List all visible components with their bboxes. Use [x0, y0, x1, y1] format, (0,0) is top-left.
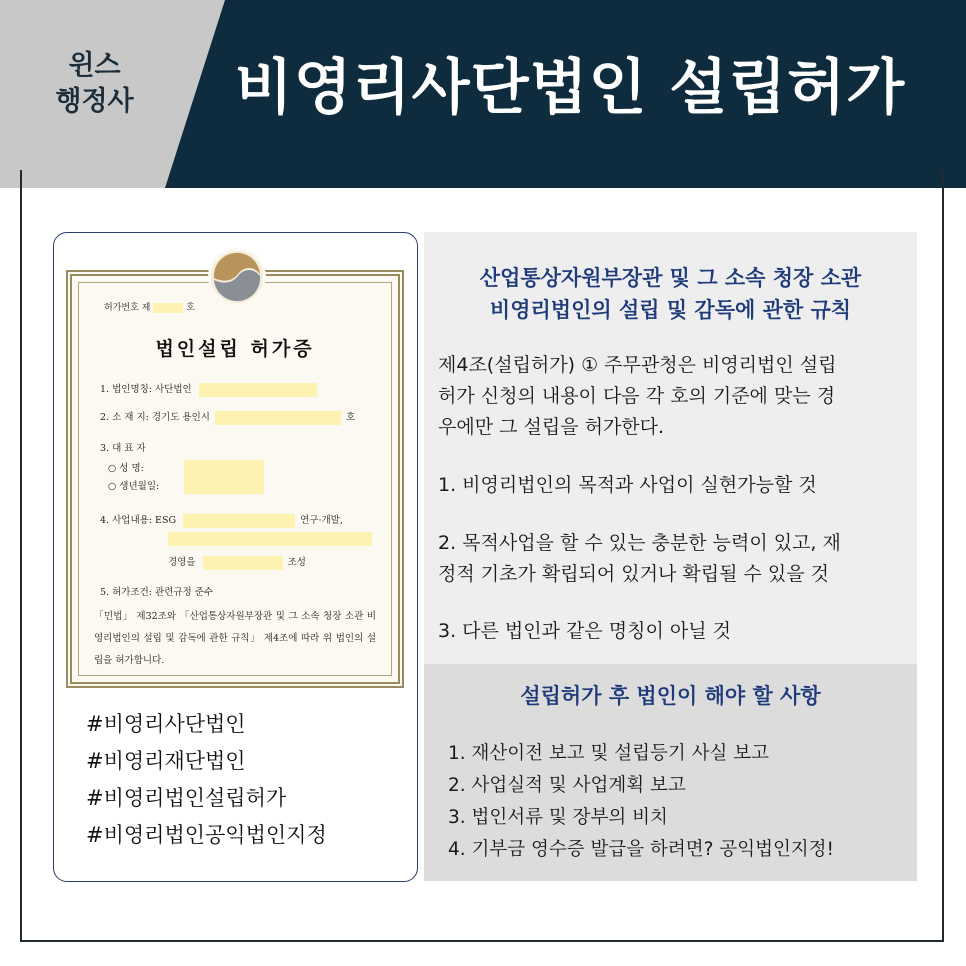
- criterion-1: 1. 비영리법인의 목적과 사업이 실현가능할 것: [438, 474, 817, 496]
- cert-business-blank-3: [203, 556, 283, 570]
- cert-rep-name: [108, 460, 144, 474]
- brand-line2: 행정사: [55, 86, 134, 117]
- government-emblem-icon: [208, 248, 266, 306]
- hashtag: #비영리사단법인: [86, 712, 246, 736]
- list-item: 1. 재산이전 보고 및 설립등기 사실 보고: [448, 743, 770, 764]
- certificate-title: 법인설립 허가증: [155, 338, 315, 360]
- list-item: 4. 기부금 영수증 발급을 하려면? 공익법인지정!: [448, 839, 834, 860]
- regulation-panel: [424, 232, 917, 664]
- cert-item-address: [100, 409, 355, 425]
- brand-line1: 윈스: [68, 50, 121, 81]
- cert-item-condition: 5. 허가조건: 관련규정 준수: [100, 587, 214, 598]
- page-title: 비영리사단법인 설립허가: [234, 53, 906, 123]
- cert-item-address-suffix: 호: [346, 412, 356, 423]
- article-line2: 허가 신청의 내용이 다음 각 호의 기준에 맞는 경: [438, 385, 836, 407]
- cert-rep-birth: [108, 478, 159, 492]
- cert-address-blank: [215, 411, 341, 425]
- permit-number-suffix: 호: [186, 303, 195, 313]
- regulation-heading: [424, 262, 917, 326]
- criterion-2-line1: 2. 목적사업을 할 수 있는 충분한 능력이 있고, 재: [438, 532, 841, 554]
- cert-business-line3: [168, 554, 306, 570]
- hashtag: #비영리재단법인: [86, 749, 246, 773]
- hashtag: #비영리법인공익법인지정: [86, 823, 327, 847]
- cert-name-blank: [199, 383, 317, 397]
- after-permit-heading: 설립허가 후 법인이 해야 할 사항: [520, 684, 821, 708]
- certificate-document: [66, 270, 404, 688]
- cert-item-representative: 3. 대 표 자: [100, 443, 146, 454]
- cert-rep-birth-label: ○ 생년월일:: [108, 481, 160, 492]
- cert-business-blank-2: [168, 532, 372, 546]
- cert-business-blank: [183, 514, 295, 528]
- after-permit-list: [448, 738, 834, 866]
- cert-item-address-label: 2. 소 재 지: 경기도 용인시: [100, 412, 210, 423]
- hashtag: #비영리법인설립허가: [86, 786, 287, 810]
- cert-item-name-label: 1. 법인명칭: 사단법인: [100, 384, 192, 395]
- article-line1: 제4조(설립허가) ① 주무관청은 비영리법인 설립: [438, 354, 837, 376]
- cert-business-line3-suffix: 조성: [287, 557, 306, 568]
- cert-item-name: [100, 381, 317, 397]
- hashtag-list: [86, 706, 327, 854]
- article-text: [438, 350, 899, 443]
- brand-name: [32, 48, 157, 120]
- regulation-heading-line1: 산업통상자원부장관 및 그 소속 청장 소관: [479, 266, 862, 290]
- cert-rep-blank: [184, 460, 264, 494]
- permit-number-blank: [153, 303, 183, 313]
- cert-rep-name-label: ○ 성 명:: [108, 463, 144, 474]
- list-item: 2. 사업실적 및 사업계획 보고: [448, 775, 686, 796]
- permit-number-prefix: 허가번호 제: [104, 303, 151, 313]
- criterion-2: [438, 528, 899, 590]
- cert-business-line3-prefix: 경영을: [168, 557, 196, 568]
- criterion-2-line2: 정적 기초가 확립되어 있거나 확립될 수 있을 것: [438, 563, 830, 585]
- cert-item-business-suffix: 연구·개발,: [300, 515, 343, 526]
- cert-item-business-label: 4. 사업내용: ESG: [100, 515, 177, 526]
- after-permit-panel: [424, 664, 917, 881]
- criterion-3: 3. 다른 법인과 같은 명칭이 아닐 것: [438, 620, 731, 642]
- permit-number: [104, 300, 195, 313]
- cert-body-text: 「민법」 제32조와 「산업통상자원부장관 및 그 소속 청장 소관 비영리법인의 설립 및 감독에 관한 규칙」 제4조에 따라 위 법인의 설립을 허가합니다.: [94, 611, 376, 666]
- article-line3: 우에만 그 설립을 허가한다.: [438, 416, 665, 438]
- cert-item-business: [100, 512, 343, 528]
- list-item: 3. 법인서류 및 장부의 비치: [448, 807, 668, 828]
- regulation-heading-line2: 비영리법인의 설립 및 감독에 관한 규칙: [489, 298, 852, 322]
